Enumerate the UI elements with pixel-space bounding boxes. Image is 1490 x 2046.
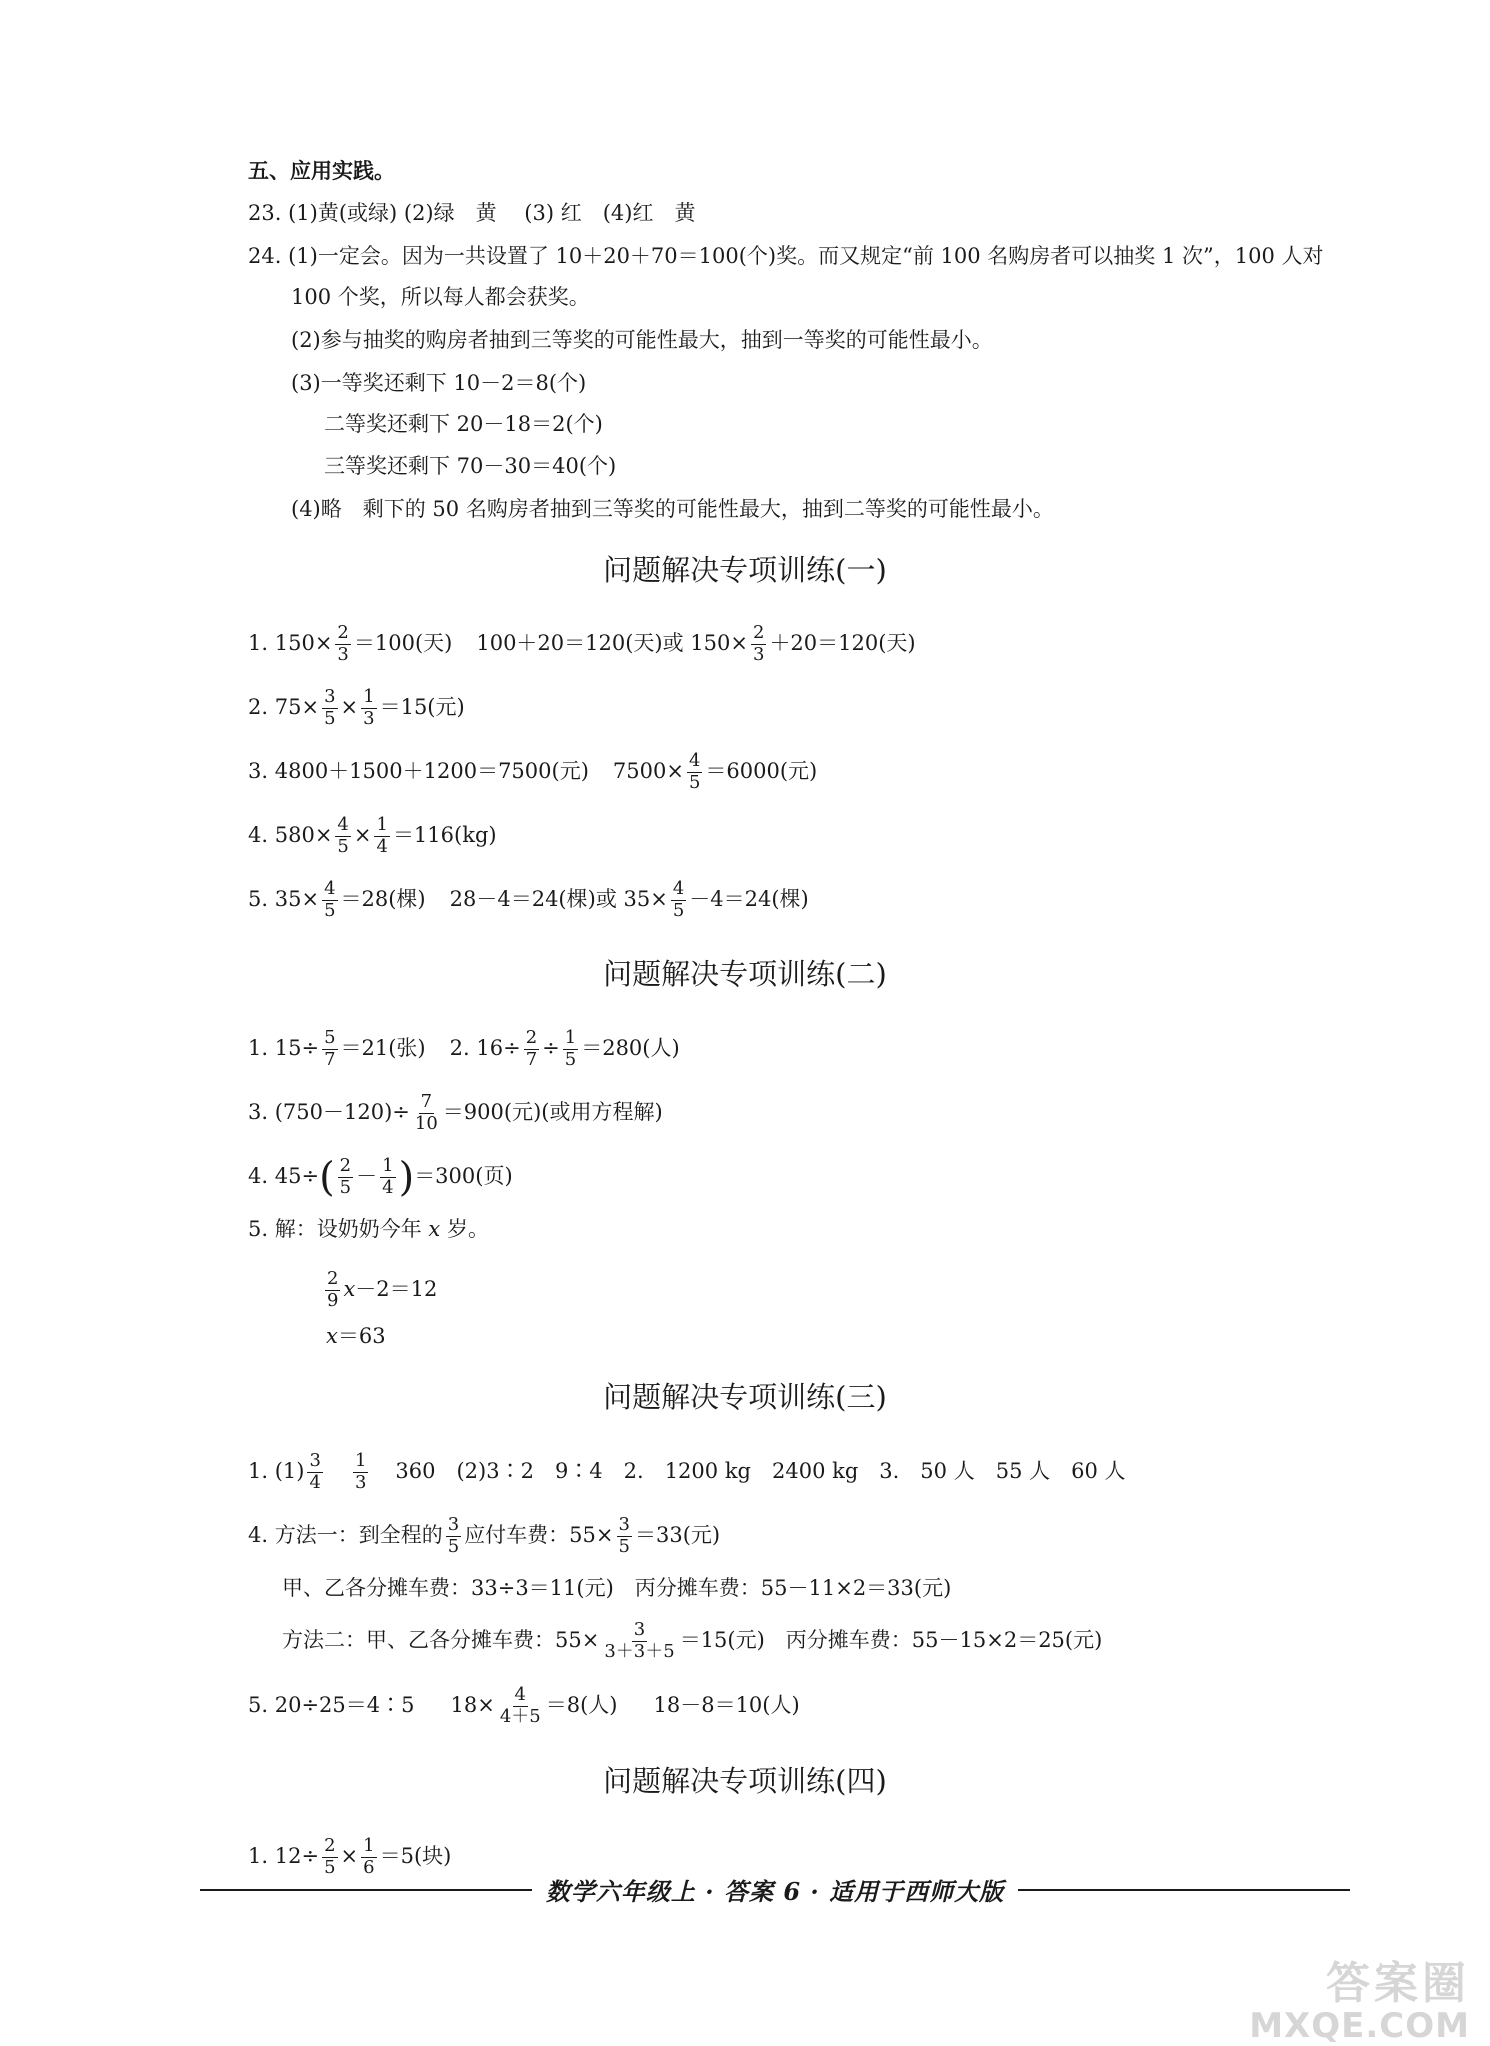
- denominator: 5: [337, 835, 349, 857]
- numerator: 1: [382, 1155, 394, 1176]
- training-3-heading: 问题解决专项训练(三): [603, 1380, 887, 1414]
- answer-24-part1-line2: 100 个奖，所以每人都会获奖。: [291, 285, 590, 309]
- expr-part: ＝5(块): [379, 1843, 452, 1868]
- expr-part: ×: [353, 822, 372, 847]
- numerator: 1: [564, 1027, 577, 1048]
- expr-part: ÷: [542, 1035, 560, 1060]
- expr-part: ＋20＝120(天): [769, 630, 916, 655]
- denominator: 4: [309, 1471, 321, 1493]
- expr-part: 4800＋1500＋1200＝7500(元): [274, 758, 589, 783]
- expr-part: 28－4＝24(棵)或 35×: [449, 886, 668, 911]
- denominator: 3: [354, 1471, 367, 1493]
- fraction: [751, 624, 766, 665]
- training-2-item-5-equation: [322, 1270, 437, 1311]
- expr-part: 150×: [274, 630, 333, 655]
- left-paren: (: [319, 1154, 335, 1201]
- expr-part: 岁。: [446, 1217, 489, 1241]
- item-number: 1.: [248, 1458, 269, 1483]
- item-number: 2.: [449, 1035, 470, 1060]
- training-2-item-3: [248, 1093, 663, 1134]
- section-title: 五、应用实践。: [248, 158, 395, 183]
- expr-part: ＝300(页): [414, 1163, 513, 1188]
- item-number: 1.: [248, 630, 269, 655]
- expr-part: ＝28(棵): [340, 886, 426, 911]
- denominator: 5: [688, 771, 701, 793]
- expr-part: 15÷: [274, 1035, 320, 1060]
- training-1-item-5: [248, 880, 809, 921]
- item-number: 4.: [248, 822, 269, 847]
- fraction: [563, 1029, 578, 1070]
- right-paren: ): [398, 1154, 415, 1201]
- numerator: 3: [633, 1619, 646, 1640]
- page-footer: [200, 1872, 1350, 1907]
- item-number: 5.: [248, 1692, 269, 1717]
- expr-part: ＝33(元): [634, 1522, 721, 1547]
- expr-part: 12÷: [274, 1843, 320, 1868]
- item-number: 1.: [248, 1035, 269, 1060]
- fraction: [671, 880, 686, 921]
- answer-24-part3-first: (3)一等奖还剩下 10－2＝8(个): [291, 371, 587, 395]
- numerator: 4: [514, 1684, 526, 1705]
- numerator: 2: [324, 1835, 336, 1856]
- expr-part: 75×: [274, 694, 320, 719]
- training-1-item-4: [248, 816, 497, 857]
- expr-part: ＝21(张): [340, 1035, 426, 1060]
- variable: x: [428, 1217, 441, 1241]
- item-number: 5.: [248, 1217, 269, 1241]
- denominator: 5: [324, 707, 336, 729]
- numerator: 1: [354, 1450, 367, 1471]
- expr-part: ×: [340, 694, 359, 719]
- fraction: [307, 1452, 322, 1493]
- training-3-item-4-line-2: 甲、乙各分摊车费：33÷3＝11(元) 丙分摊车费：55－11×2＝33(元): [282, 1576, 952, 1600]
- fraction: [335, 624, 350, 665]
- numerator: 4: [672, 878, 685, 899]
- numerator: 2: [337, 622, 349, 643]
- answer-24-part3-second: 二等奖还剩下 20－18＝2(个): [324, 412, 603, 436]
- numerator: 2: [525, 1027, 538, 1048]
- expr-part: ＝100(天): [353, 630, 453, 655]
- expr-part: 7500×: [612, 758, 684, 783]
- numerator: 5: [324, 1027, 336, 1048]
- item-number: 2.: [248, 694, 269, 719]
- denominator: 3: [337, 643, 349, 665]
- fraction: [524, 1029, 539, 1070]
- denominator: 7: [525, 1048, 538, 1070]
- answer-24-part2: (2)参与抽奖的购房者抽到三等奖的可能性最大，抽到一等奖的可能性最小。: [291, 328, 993, 352]
- fraction: [617, 1516, 632, 1557]
- denominator: 5: [672, 899, 685, 921]
- fraction: [361, 688, 376, 729]
- numerator: 3: [447, 1514, 460, 1535]
- expr-part: ＝6000(元): [705, 758, 818, 783]
- denominator: 5: [447, 1535, 460, 1557]
- fraction: [322, 1029, 337, 1070]
- expr-part: ＝15(元): [379, 694, 465, 719]
- numerator: 4: [324, 878, 336, 899]
- expr-part: 20÷25＝4∶5: [274, 1692, 415, 1717]
- item-number: 1.: [248, 1843, 269, 1868]
- training-3-items-1-3: [248, 1452, 1126, 1493]
- fraction: [413, 1093, 440, 1134]
- denominator: 5: [618, 1535, 630, 1557]
- expr-part: 应付车费：55×: [464, 1522, 614, 1547]
- expr-part: 方法二：甲、乙各分摊车费：55×: [282, 1627, 600, 1652]
- expr-part: ＝900(元)(或用方程解): [442, 1099, 663, 1124]
- footer-rule-left: [200, 1889, 532, 1891]
- watermark-logo: [1249, 1960, 1470, 2046]
- training-1-item-1: [248, 624, 916, 665]
- denominator: 3: [363, 707, 375, 729]
- fraction: [322, 880, 337, 921]
- numerator: 1: [376, 814, 388, 835]
- training-3-item-4-line-3: [282, 1621, 1102, 1662]
- expr-part: －: [356, 1163, 378, 1188]
- numerator: 1: [363, 686, 375, 707]
- denominator: 10: [414, 1112, 438, 1134]
- watermark-line-2: MXQE.COM: [1249, 2006, 1470, 2046]
- denominator: 5: [324, 1856, 336, 1878]
- expr-part: (750－120)÷: [274, 1099, 410, 1124]
- training-2-items-1-2: [248, 1029, 680, 1070]
- denominator: 5: [564, 1048, 577, 1070]
- training-2-item-4: [248, 1154, 513, 1201]
- training-2-heading: 问题解决专项训练(二): [603, 957, 887, 991]
- fraction: [335, 816, 350, 857]
- numerator: 1: [363, 1835, 375, 1856]
- expr-part: ＝15(元) 丙分摊车费：55－15×2＝25(元): [679, 1627, 1103, 1652]
- watermark-line-1: 答案圈: [1326, 1958, 1470, 2009]
- fraction: [602, 1621, 676, 1662]
- expr-part: 解：设奶奶今年: [274, 1217, 422, 1241]
- expr-part: 45÷: [274, 1163, 320, 1188]
- expr-part: ＝280(人): [581, 1035, 680, 1060]
- expr-part: 18－8＝10(人): [653, 1692, 800, 1717]
- variable: x: [326, 1324, 338, 1348]
- answer-24-part3-third: 三等奖还剩下 70－30＝40(个): [324, 454, 617, 478]
- denominator: 3＋3＋5: [604, 1640, 675, 1662]
- numerator: 3: [618, 1514, 630, 1535]
- expr-part: 18×: [450, 1692, 495, 1717]
- expr-part: ×: [340, 1843, 359, 1868]
- denominator: 4: [382, 1176, 394, 1198]
- expr-part: ＝63: [337, 1324, 386, 1348]
- numerator: 2: [339, 1155, 352, 1176]
- item-number: 3.: [248, 758, 269, 783]
- denominator: 9: [327, 1289, 339, 1311]
- expr-part: 100＋20＝120(天)或 150×: [476, 630, 748, 655]
- expr-part: －4＝24(棵): [689, 886, 809, 911]
- numerator: 4: [337, 814, 349, 835]
- expr-part: 580×: [274, 822, 333, 847]
- numerator: 3: [309, 1450, 321, 1471]
- denominator: 3: [752, 643, 765, 665]
- footer-text: 数学六年级上 · 答案 6 · 适用于西师大版: [545, 1877, 1005, 1906]
- footer-rule-right: [1018, 1889, 1350, 1891]
- numerator: 3: [324, 686, 336, 707]
- numerator: 2: [752, 622, 765, 643]
- item-number: 3.: [248, 1099, 269, 1124]
- denominator: 5: [339, 1176, 352, 1198]
- denominator: 6: [363, 1856, 375, 1878]
- fraction: [687, 752, 702, 793]
- expr-part: 方法一：到全程的: [274, 1522, 443, 1547]
- fraction: [338, 1157, 353, 1198]
- fraction: [353, 1452, 368, 1493]
- training-1-item-2: [248, 688, 465, 729]
- fraction: [325, 1270, 340, 1311]
- training-1-item-3: [248, 752, 817, 793]
- expr-part: 16÷: [476, 1035, 521, 1060]
- answer-24-part4: (4)略 剩下的 50 名购房者抽到三等奖的可能性最大，抽到二等奖的可能性最小。: [291, 497, 1054, 521]
- answer-23: 23. (1)黄(或绿) (2)绿 黄 (3) 红 (4)红 黄: [248, 201, 696, 225]
- training-3-item-5: [248, 1686, 800, 1727]
- expr-part: (1): [274, 1458, 305, 1483]
- fraction: [322, 688, 337, 729]
- training-1-heading: 问题解决专项训练(一): [603, 553, 887, 587]
- training-3-item-4: [248, 1516, 720, 1557]
- fraction: [380, 1157, 395, 1198]
- training-4-heading: 问题解决专项训练(四): [603, 1764, 887, 1798]
- answer-24-part1-line1: 24. (1)一定会。因为一共设置了 10＋20＋70＝100(个)奖。而又规定“前 100 名购房者可以抽奖 1 次”，100 人对: [248, 244, 1324, 268]
- fraction: [446, 1516, 461, 1557]
- item-number: 4.: [248, 1163, 269, 1188]
- training-2-item-5: [248, 1219, 489, 1240]
- expr-part: －2＝12: [355, 1276, 438, 1301]
- item-number: 5.: [248, 886, 269, 911]
- training-2-item-5-answer: [326, 1326, 386, 1347]
- item-number: 4.: [248, 1522, 269, 1547]
- numerator: 7: [420, 1091, 433, 1112]
- expr-part: 35×: [274, 886, 320, 911]
- denominator: 5: [324, 899, 336, 921]
- fraction: [498, 1686, 543, 1727]
- numerator: 2: [327, 1268, 339, 1289]
- denominator: 4＋5: [499, 1705, 541, 1727]
- expr-part: ＝8(人): [545, 1692, 618, 1717]
- expr-part: ＝116(kg): [392, 822, 497, 847]
- numerator: 4: [688, 750, 701, 771]
- variable: x: [343, 1276, 356, 1301]
- denominator: 4: [376, 835, 388, 857]
- denominator: 7: [324, 1048, 336, 1070]
- expr-part: 360 (2)3∶2 9∶4 2. 1200 kg 2400 kg 3. 50 人 55 人 60 人: [395, 1458, 1126, 1483]
- fraction: [374, 816, 389, 857]
